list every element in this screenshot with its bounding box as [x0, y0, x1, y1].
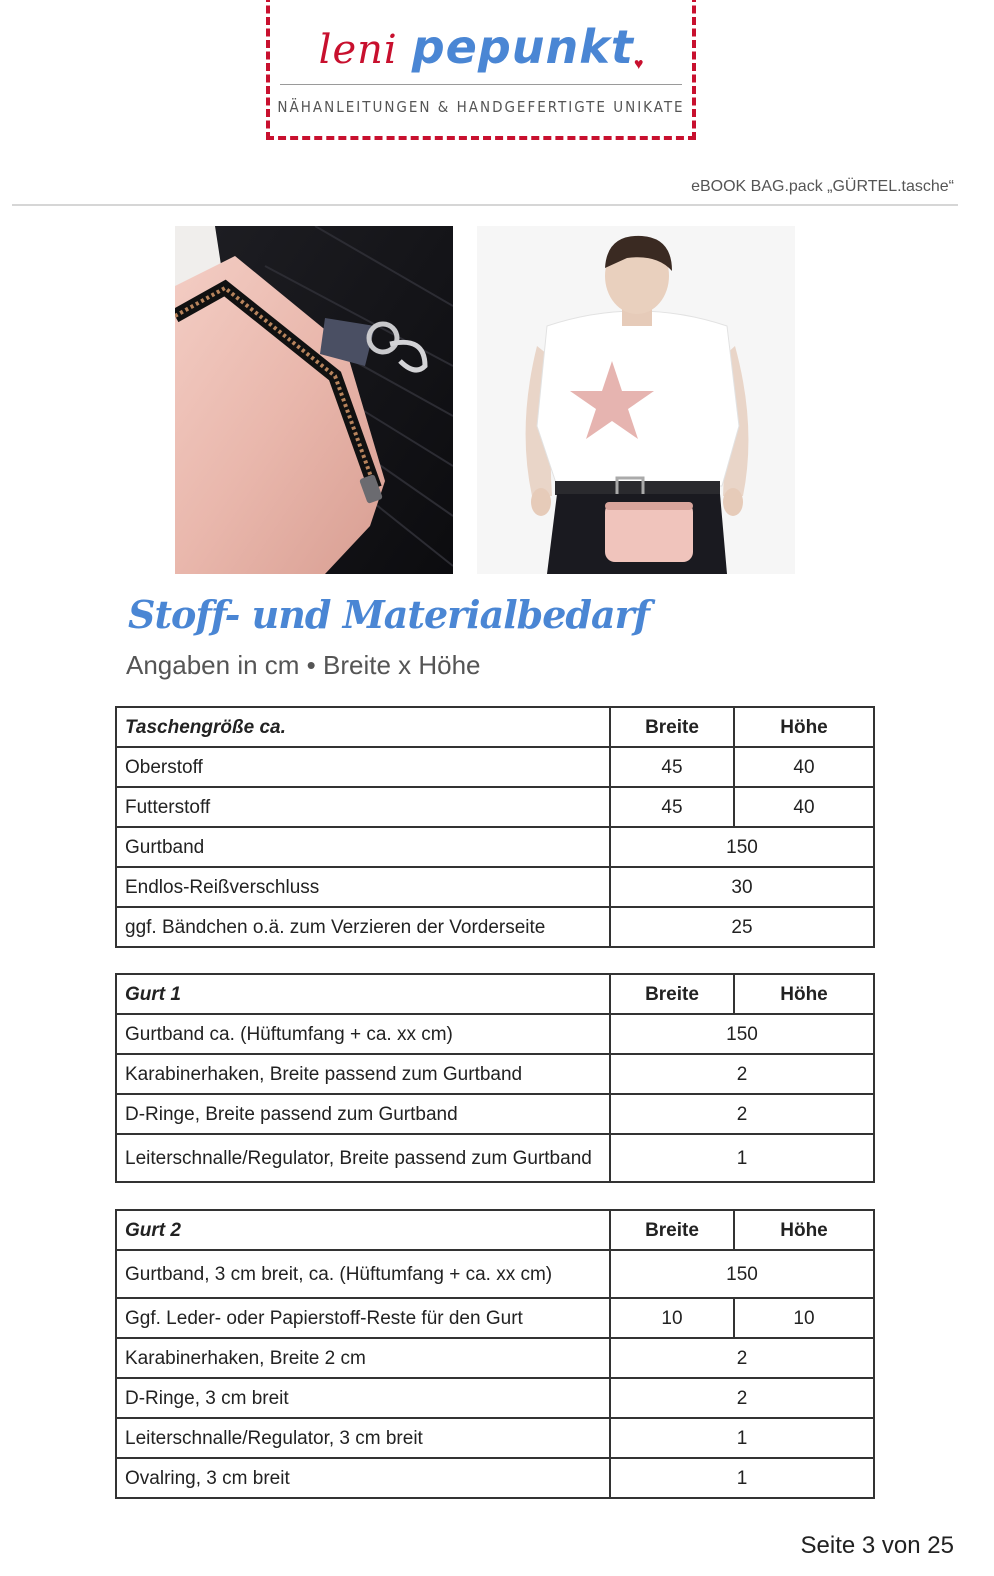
row-item: Oberstoff — [116, 747, 610, 787]
table-row — [116, 1418, 874, 1458]
ebook-title-label: eBOOK BAG.pack „GÜRTEL.tasche“ — [691, 178, 954, 195]
row-item: Gurtband, 3 cm breit, ca. (Hüftumfang + ca. xx cm) — [116, 1250, 610, 1298]
row-value: 2 — [610, 1378, 874, 1418]
woman-wearing-bag-photo — [477, 226, 795, 574]
table-row — [116, 787, 874, 827]
row-item: D-Ringe, 3 cm breit — [116, 1378, 610, 1418]
row-value: 30 — [610, 867, 874, 907]
row-item: Gurtband ca. (Hüftumfang + ca. xx cm) — [116, 1014, 610, 1054]
table-row — [116, 1134, 874, 1182]
row-value: 150 — [610, 827, 874, 867]
row-item: Karabinerhaken, Breite passend zum Gurtband — [116, 1054, 610, 1094]
table-header-height: Höhe — [734, 974, 874, 1014]
table-row — [116, 1458, 874, 1498]
table-row — [116, 1094, 874, 1134]
row-item: ggf. Bändchen o.ä. zum Verzieren der Vorderseite — [116, 907, 610, 947]
table-header-width: Breite — [610, 707, 734, 747]
table-header-row — [116, 707, 874, 747]
table-row — [116, 867, 874, 907]
section-title: Stoff- und Materialbedarf — [128, 592, 649, 637]
table-header-height: Höhe — [734, 707, 874, 747]
row-item: Ggf. Leder- oder Papierstoff-Reste für den Gurt — [116, 1298, 610, 1338]
table-header-item: Gurt 1 — [116, 974, 610, 1014]
table-header-height: Höhe — [734, 1210, 874, 1250]
row-item: Karabinerhaken, Breite 2 cm — [116, 1338, 610, 1378]
table-header-width: Breite — [610, 974, 734, 1014]
heart-icon: ♥ — [633, 56, 644, 73]
section-subtitle: Angaben in cm • Breite x Höhe — [126, 650, 481, 680]
row-value: 1 — [610, 1458, 874, 1498]
material-table-bag-size — [115, 706, 875, 948]
table-row — [116, 1014, 874, 1054]
table-header-row — [116, 974, 874, 1014]
table-header-item: Gurt 2 — [116, 1210, 610, 1250]
logo-wordmark — [270, 20, 692, 74]
material-table-belt-1 — [115, 973, 875, 1183]
row-value: 1 — [610, 1418, 874, 1458]
table-row — [116, 1338, 874, 1378]
row-value: 2 — [610, 1094, 874, 1134]
row-item: Leiterschnalle/Regulator, 3 cm breit — [116, 1418, 610, 1458]
row-value: 1 — [610, 1134, 874, 1182]
row-value: 150 — [610, 1014, 874, 1054]
row-height: 10 — [734, 1298, 874, 1338]
table-header-width: Breite — [610, 1210, 734, 1250]
logo-name-pepunkt: pepunkt — [411, 20, 634, 74]
row-value: 150 — [610, 1250, 874, 1298]
logo-divider — [280, 84, 682, 85]
row-width: 45 — [610, 787, 734, 827]
table-row — [116, 1378, 874, 1418]
table-row — [116, 827, 874, 867]
row-value: 2 — [610, 1338, 874, 1378]
bag-closeup-photo — [175, 226, 453, 574]
header-divider — [12, 204, 958, 206]
logo-tagline: NÄHANLEITUNGEN & HANDGEFERTIGTE UNIKATE — [277, 98, 685, 116]
row-value: 25 — [610, 907, 874, 947]
row-item: D-Ringe, Breite passend zum Gurtband — [116, 1094, 610, 1134]
row-item: Gurtband — [116, 827, 610, 867]
logo-name-leni: leni — [318, 27, 398, 73]
material-table-belt-2 — [115, 1209, 875, 1499]
table-row — [116, 1250, 874, 1298]
row-item: Leiterschnalle/Regulator, Breite passend zum Gurtband — [116, 1134, 610, 1182]
row-item: Endlos-Reißverschluss — [116, 867, 610, 907]
row-item: Ovalring, 3 cm breit — [116, 1458, 610, 1498]
table-row — [116, 747, 874, 787]
row-width: 45 — [610, 747, 734, 787]
table-row — [116, 1054, 874, 1094]
row-value: 2 — [610, 1054, 874, 1094]
page-number: Seite 3 von 25 — [800, 1532, 954, 1559]
table-header-item: Taschengröße ca. — [116, 707, 610, 747]
row-height: 40 — [734, 787, 874, 827]
table-header-row — [116, 1210, 874, 1250]
row-item: Futterstoff — [116, 787, 610, 827]
table-row — [116, 907, 874, 947]
row-height: 40 — [734, 747, 874, 787]
table-row — [116, 1298, 874, 1338]
brand-logo — [266, 0, 696, 140]
row-width: 10 — [610, 1298, 734, 1338]
